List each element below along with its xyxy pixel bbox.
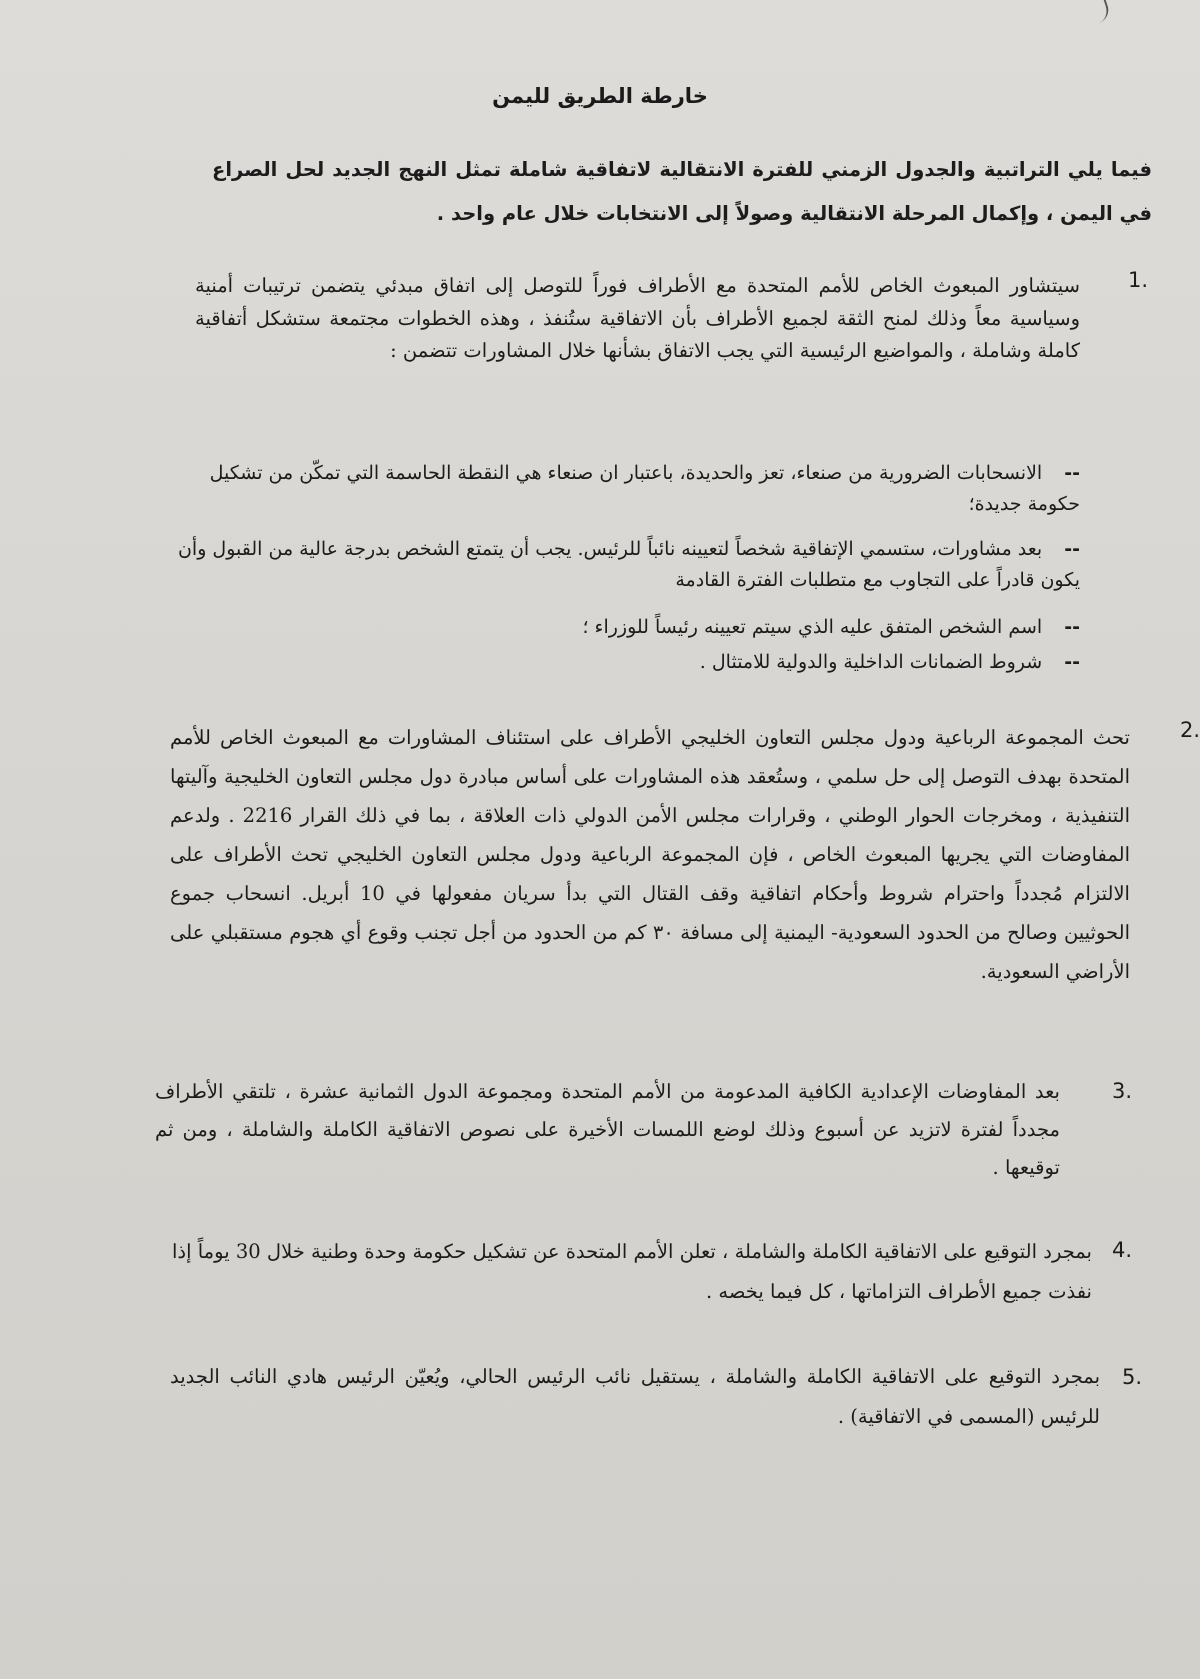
item-text: بمجرد التوقيع على الاتفاقية الكاملة والشاملة ، يستقيل نائب الرئيس الحالي، ويُعيّن الرئيس هادي النائب الجديد للرئيس (المسمى في الاتفاقية) . [170,1365,1100,1428]
intro-paragraph: فيما يلي التراتبية والجدول الزمني للفترة الانتقالية لاتفاقية شاملة تمثل النهج الجديد لحل الصراع في اليمن ، وإكمال المرحلة الانتقالية وصولاً إلى الانتخابات خلال عام واحد . [212,158,1152,225]
subitem-text: شروط الضمانات الداخلية والدولية للامتثال . [699,651,1043,673]
subitem-4 [195,647,1080,678]
subitem-1 [195,458,1080,520]
item-number: 5. [1121,1365,1142,1389]
item-number: 4. [1111,1238,1132,1262]
subitem-text: الانسحابات الضرورية من صنعاء، تعز والحديدة، باعتبار ان صنعاء هي النقطة الحاسمة التي تمكّن من تشكيل حكومة جديدة؛ [209,462,1080,515]
document-title: خارطة الطريق لليمن [492,84,708,108]
subitem-2 [145,534,1080,596]
dash-marker: -- [1064,462,1080,484]
item-text: سيتشاور المبعوث الخاص للأمم المتحدة مع الأطراف فوراً للتوصل إلى اتفاق مبدئي يتضمن ترتيبات أمنية وسياسية معاً وذلك لمنح الثقة لجميع الأطراف بأن الاتفاقية ستُنفذ ، وهذه الخطوات مجتمعة ستشكل أتفاقية كاملة وشاملة ، والمواضيع الرئيسية التي يجب الاتفاق بشأنها خلال المشاورات تتضمن : [195,274,1080,362]
subitem-text: بعد مشاورات، ستسمي الإتفاقية شخصاً لتعيينه نائباً للرئيس. يجب أن يتمتع الشخص بدرجة عالية من القبول وأن يكون قادراً على التجاوب مع متطلبات الفترة القادمة [177,538,1080,591]
dash-marker: -- [1064,651,1080,673]
item-number: 2. [1179,718,1200,742]
item-text: تحث المجموعة الرباعية ودول مجلس التعاون الخليجي الأطراف على استئناف المشاورات مع المبعوث الخاص للأمم المتحدة بهدف التوصل إلى حل سلمي ، وستُعقد هذه المشاورات على أساس مبادرة دول مجلس التعاون الخليجية وآليتها التنفيذية ، ومخرجات الحوار الوطني ، وقرارات مجلس الأمن الدولي ذات العلاقة ، بما في ذلك القرار 2216 . ولدعم المفاوضات التي يجريها المبعوث الخاص ، فإن المجموعة الرباعية ودول مجلس التعاون الخليجي تحث الأطراف على الالتزام مُجدداً واحترام شروط وأحكام اتفاقية وقف القتال التي بدأ سريان مفعولها في 10 أبريل. انسحاب جموع الحوثيين وصالح من الحدود السعودية- اليمنية إلى مسافة ٣٠ كم من الحدود من أجل تجنب وقوع أي هجوم مستقبلي على الأراضي السعودية. [170,726,1131,983]
item-number: 1. [1127,268,1148,292]
dash-marker: -- [1064,616,1080,638]
item-text: بعد المفاوضات الإعدادية الكافية المدعومة من الأمم المتحدة ومجموعة الدول الثمانية عشرة ، تلتقي الأطراف مجدداً لفترة لاتزيد عن أسبوع وذلك لوضع اللمسات الأخيرة على نصوص الاتفاقية الكاملة والشاملة ، ومن ثم توقيعها . [155,1080,1060,1179]
dash-marker: -- [1064,538,1080,560]
item-text: بمجرد التوقيع على الاتفاقية الكاملة والشاملة ، تعلن الأمم المتحدة عن تشكيل حكومة وحدة وطنية خلال 30 يوماً إذا نفذت جميع الأطراف التزاماتها ، كل فيما يخصه . [172,1240,1092,1303]
pen-mark [1088,0,1112,24]
item-number: 3. [1111,1079,1132,1103]
subitem-text: اسم الشخص المتفق عليه الذي سيتم تعيينه رئيساً للوزراء ؛ [582,616,1043,638]
subitem-3 [195,612,1080,643]
